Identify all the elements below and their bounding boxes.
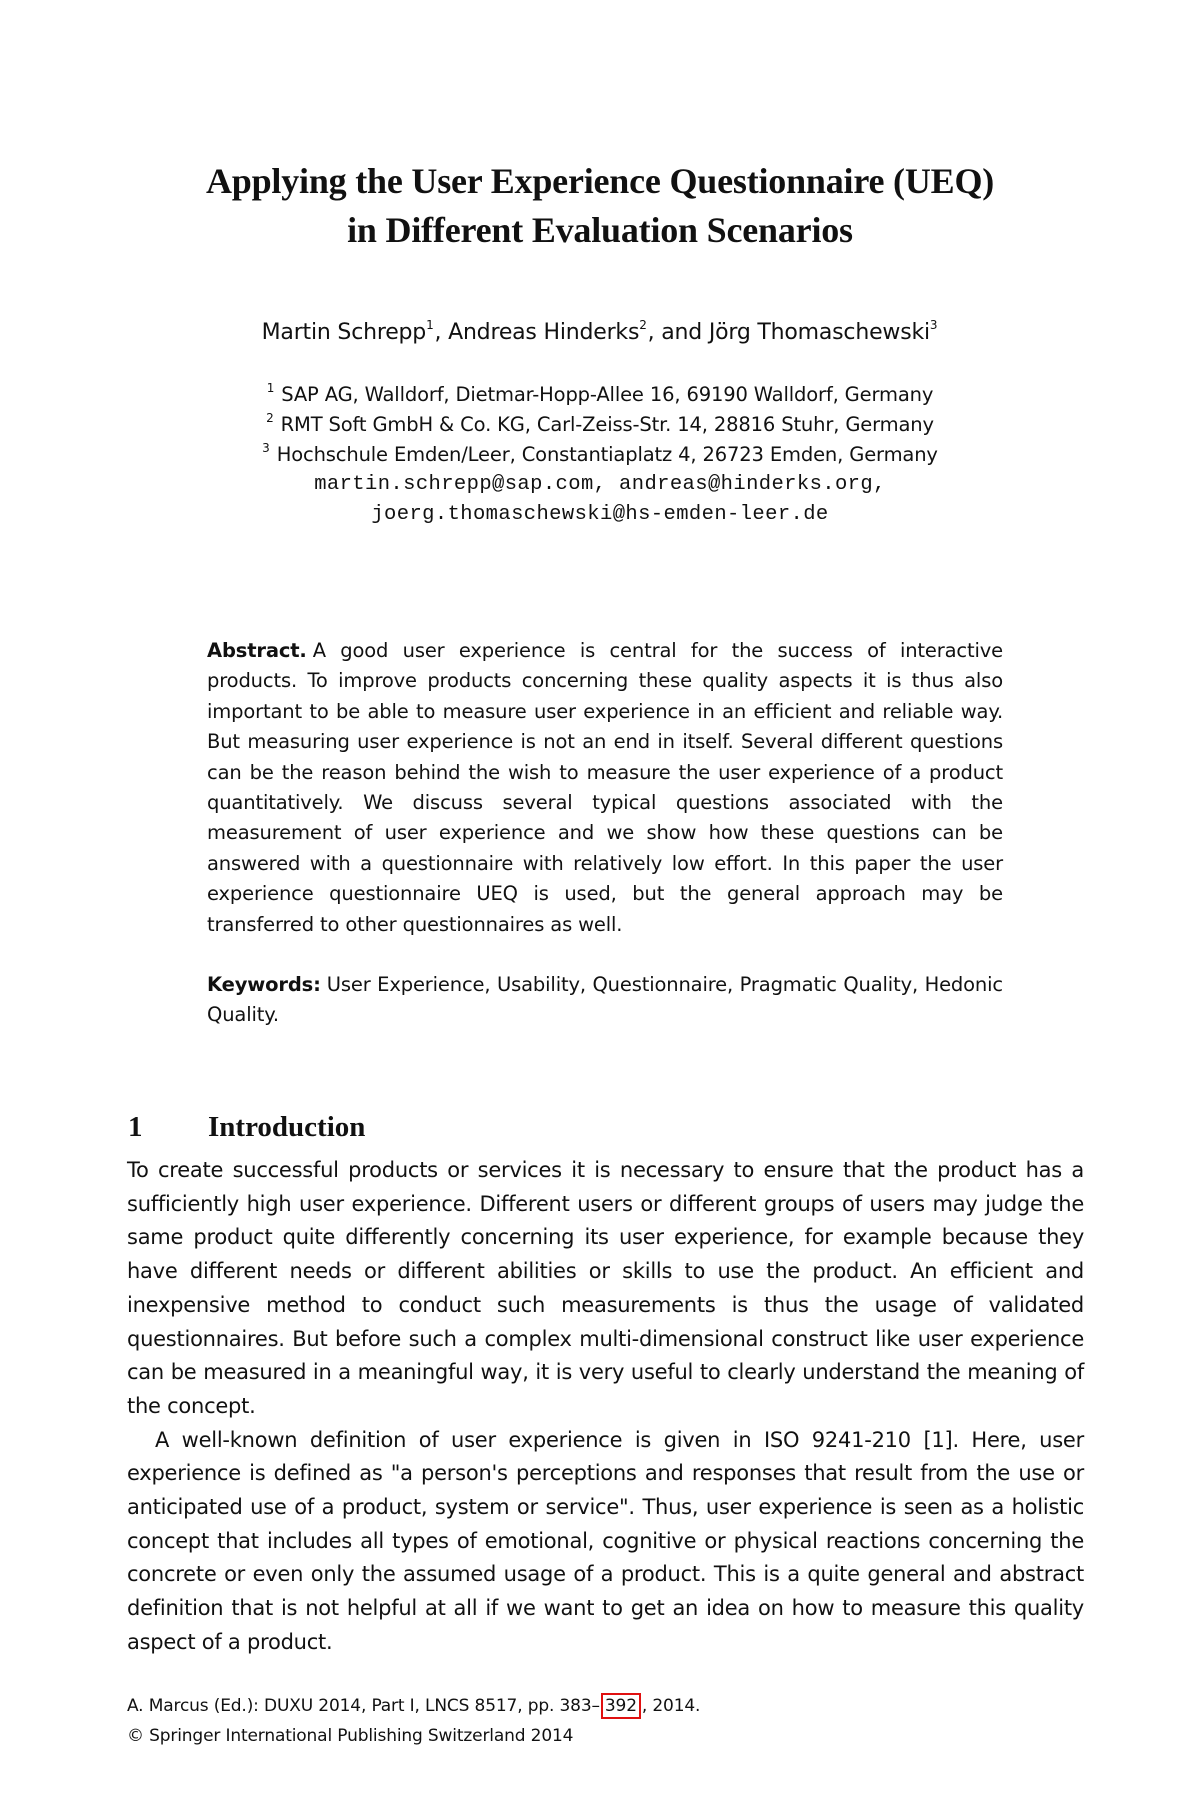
author-name: Jörg Thomaschewski (708, 320, 930, 345)
author-affiliation-marker: 1 (426, 317, 434, 332)
author-separator: , and (647, 320, 709, 345)
paper-title (120, 157, 1080, 255)
introduction-body (127, 1154, 1084, 1660)
affiliation-line (130, 410, 1070, 440)
affiliation-text: Hochschule Emden/Leer, Constantiaplatz 4, 26723 Emden, Germany (276, 443, 938, 466)
citation-line (127, 1691, 1027, 1721)
keywords (207, 970, 1003, 1031)
affiliation-list (130, 380, 1070, 470)
title-line-1: Applying the User Experience Questionnaire (UEQ) (205, 161, 995, 201)
affiliation-marker: 2 (266, 410, 274, 425)
keywords-text: User Experience, Usability, Questionnaire, Pragmatic Quality, Hedonic Quality. (207, 973, 1003, 1027)
author-list (130, 318, 1070, 348)
affiliation-text: RMT Soft GmbH & Co. KG, Carl-Zeiss-Str. 14, 28816 Stuhr, Germany (280, 413, 934, 436)
copyright-line: © Springer International Publishing Switzerland 2014 (127, 1726, 574, 1746)
email-line: martin.schrepp@sap.com, andreas@hinderks.org, (314, 473, 886, 496)
affiliation-text: SAP AG, Walldorf, Dietmar-Hopp-Allee 16, 69190 Walldorf, Germany (281, 383, 934, 406)
author-name: Martin Schrepp (261, 320, 427, 345)
keywords-label: Keywords: (207, 973, 321, 996)
email-line: joerg.thomaschewski@hs-emden-leer.de (371, 503, 829, 526)
citation-suffix: , 2014. (641, 1696, 701, 1716)
publication-footer (127, 1691, 1027, 1751)
body-paragraph: A well-known definition of user experience is given in ISO 9241-210 [1]. Here, user experience is defined as "a person's perceptions and responses that result from the use or anticipated use of a product, system or service". Thus, user experience is seen as a holistic concept that includes all types of emotional, cognitive or physical reactions concerning the concrete or even only the assumed usage of a product. This is a quite general and abstract definition that is not helpful at all if we want to get an idea on how to measure this quality aspect of a product. (127, 1427, 1084, 1654)
affiliation-marker: 3 (262, 440, 270, 455)
affiliation-line (130, 440, 1070, 470)
author-affiliation-marker: 3 (929, 317, 938, 332)
author-name: Andreas Hinderks (448, 320, 640, 345)
body-paragraph: To create successful products or services it is necessary to ensure that the product has a sufficiently high user experience. Different users or different groups of users may judge the same product quite differently concerning its user experience, for example because they have different needs or different abilities or skills to use the product. An efficient and inexpensive method to conduct such measurements is thus the usage of validated questionnaires. But before such a complex multi-dimensional construct like user experience can be measured in a meaningful way, it is very useful to clearly understand the meaning of the concept. (127, 1158, 1084, 1418)
abstract-text: A good user experience is central for the success of interactive products. To improve products concerning these quality aspects it is thus also important to be able to measure user experience in an efficient and reliable way. But measuring user experience is not an end in itself. Several different questions can be the reason behind the wish to measure the user experience of a product quantitatively. We discuss several typical questions associated with the measurement of user experience and we show how these questions can be answered with a questionnaire with relatively low effort. In this paper the user experience questionnaire UEQ is used, but the general approach may be transferred to other questionnaires as well. (207, 639, 1003, 936)
author-affiliation-marker: 2 (639, 317, 647, 332)
abstract-label: Abstract. (207, 639, 307, 662)
title-line-2: in Different Evaluation Scenarios (347, 210, 853, 250)
citation-prefix: A. Marcus (Ed.): DUXU 2014, Part I, LNCS 8517, pp. 383– (127, 1696, 600, 1716)
affiliation-line (130, 380, 1070, 410)
citation-end-page-link[interactable]: 392 (601, 1693, 641, 1719)
abstract (207, 636, 1003, 940)
section-heading (128, 1108, 1008, 1146)
section-title: Introduction (208, 1111, 366, 1144)
author-separator: , (434, 320, 449, 345)
affiliation-marker: 1 (266, 380, 275, 395)
author-emails (130, 470, 1070, 530)
section-number: 1 (128, 1111, 143, 1144)
